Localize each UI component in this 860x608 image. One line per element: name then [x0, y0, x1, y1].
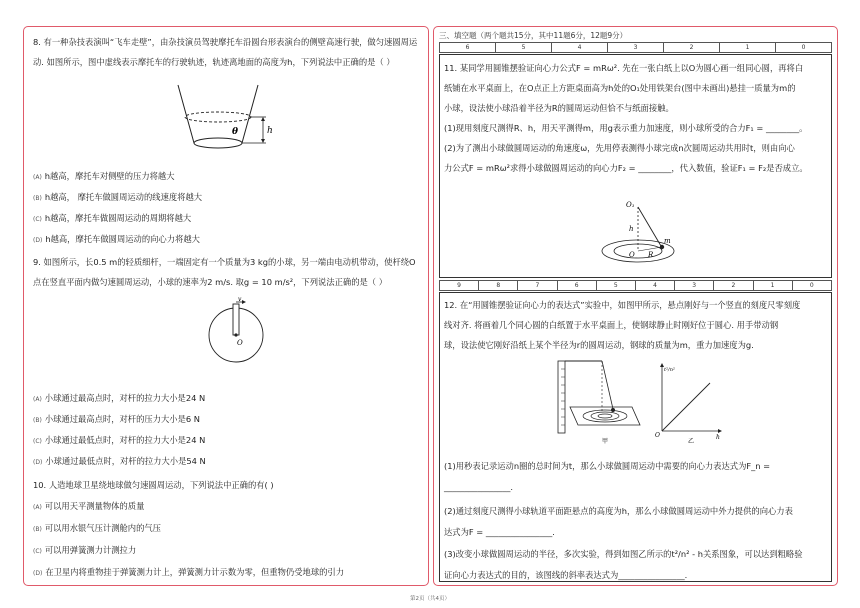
q12-jia-label: 甲 [602, 438, 609, 445]
q12-line-2: 线对齐. 将画着几个同心圆的白纸置于水平桌面上，使钢球静止时刚好位于圆心. 用手带动钢 [444, 320, 779, 330]
q12-part3-line-1: (3)改变小球做圆周运动的半径，多次实验，得到如图乙所示的t²/n² - h关系图象，可以达到粗略验 [444, 549, 803, 559]
score-cell[interactable]: 5 [496, 43, 552, 53]
q11-o-label: O [629, 251, 635, 259]
q9-stem: 9. 如图所示，长0.5 m的轻质细杆，一端固定有一个质量为3 kg的小球，另一端由电动机带动，使杆绕O点在竖直平面内做匀速圆周运动，小球的速率为2 m/s. 取g = 10 m/s²，下列说法正确的是（ ） [33, 257, 416, 287]
q9-rod [233, 304, 239, 335]
q11-answer-box [439, 54, 832, 278]
score-cell[interactable]: 0 [792, 281, 831, 291]
q8-cone-figure [170, 81, 278, 167]
q12-ruler [558, 361, 565, 433]
q11-r-label: R [648, 251, 654, 259]
score-cell[interactable]: 4 [552, 43, 608, 53]
score-cell[interactable]: 3 [675, 281, 714, 291]
score-cell[interactable]: 1 [753, 281, 792, 291]
q11-score-table [439, 42, 832, 53]
q10-stem: 10. 人造地球卫星绕地球做匀速圆周运动，下列说法中正确的有( ) [33, 480, 274, 490]
page-footer: 第2页（共4页） [410, 596, 450, 602]
q11-line-6: 力公式F = mRω²求得小球做圆周运动的向心力F₂ = ________，代入数值，验证F₁ = F₂是否成立。 [444, 163, 808, 173]
q8-stem: 8. 有一种杂技表演叫“飞车走壁”，由杂技演员驾驶摩托车沿圆台形表演台的侧壁高速行驶，做匀速圆周运动. 如图所示，图中虚线表示摩托车的行驶轨迹，轨迹离地面的高度为h，下列说法中正确的是（ ） [33, 37, 418, 67]
q8-option-a[interactable]: (A) h越高，摩托车对侧壁的压力将越大 [33, 171, 175, 181]
score-cell[interactable]: 8 [479, 281, 518, 291]
score-cell[interactable]: 4 [635, 281, 674, 291]
q12-circle-mid [591, 412, 619, 420]
q9-option-d[interactable]: (D) 小球通过最低点时，对杆的拉力大小是54 N [33, 456, 206, 466]
q11-line-1: 11. 某同学用圆锥摆验证向心力公式F = mRω². 先在一张白纸上以O为圆心画一组同心圆，再将白 [444, 63, 804, 73]
q10-option-d[interactable]: (D) 在卫星内将重物挂于弹簧测力计上，弹簧测力计示数为零，但重物仍受地球的引力 [33, 567, 345, 577]
cone-base [194, 138, 242, 148]
q9-option-b[interactable]: (B) 小球通过最高点时，对杆的压力大小是6 N [33, 414, 200, 424]
q11-line-3: 小球，设法使小球沿着半径为R的圆周运动但恰不与纸面接触。 [444, 103, 674, 113]
q12-line-3: 球，设法使它刚好沿纸上某个半径为r的圆周运动，钢球的质量为m，重力加速度为g. [444, 340, 754, 350]
q9-circle-figure [204, 297, 270, 365]
q12-origin-label: O [655, 432, 660, 439]
score-cell[interactable]: 5 [596, 281, 635, 291]
q11-line-5: (2)为了测出小球做圆周运动的角速度ω，先用停表测得小球完成n次圆周运动共用时t，则由向心 [444, 143, 795, 153]
q9-option-c[interactable]: (C) 小球通过最低点时，对杆的拉力大小是24 N [33, 435, 206, 445]
q10-option-c[interactable]: (C) 可以用弹簧测力计测拉力 [33, 545, 137, 555]
score-cell[interactable]: 7 [518, 281, 557, 291]
q12-line-1: 12. 在“用圆锥摆验证向心力的表达式”实验中，如图甲所示，悬点刚好与一个竖直的刻度尺零刻度 [444, 300, 801, 310]
score-cell[interactable]: 3 [608, 43, 664, 53]
score-cell[interactable]: 6 [557, 281, 596, 291]
q11-pendulum-figure [600, 201, 704, 267]
q12-string [602, 361, 613, 409]
q11-line-4: (1)现用刻度尺测得R、h，用天平测得m，用g表示重力加速度，则小球所受的合力F₁ = ________。 [444, 123, 808, 133]
q12-part3-line-2[interactable]: 证向心力表达式的目的，该图线的斜率表达式为________________. [444, 570, 688, 580]
score-cell[interactable]: 6 [440, 43, 496, 53]
q11-line-2: 纸铺在水平桌面上，在O点正上方距桌面高为h处的O₁处用铁架台(图中未画出)悬挂一质量为m的 [444, 83, 796, 93]
q12-jia-figure [550, 359, 646, 447]
score-cell[interactable]: 2 [714, 281, 753, 291]
q8-option-b[interactable]: (B) h越高， 摩托车做圆周运动的线速度将越大 [33, 192, 203, 202]
score-cell[interactable]: 0 [776, 43, 832, 53]
q9-v-label: v [238, 297, 242, 303]
q12-part1-line-1: (1)用秒表记录运动n圈的总时间为t，那么小球做圆周运动中需要的向心力表达式为F_n = [444, 461, 771, 471]
q11-m-label: m [664, 237, 671, 245]
q8-option-d[interactable]: (D) h越高，摩托车做圆周运动的向心力将越大 [33, 234, 200, 244]
section3-title: 三、填空题（两个题共15分，其中11题6分，12题9分） [439, 31, 628, 40]
q12-answer-box [439, 292, 832, 582]
q11-o1-label: O₁ [626, 201, 635, 209]
q12-x-axis-label: h [716, 434, 720, 441]
q12-part2-line-1: (2)通过刻度尺测得小球轨道平面距悬点的高度为h，那么小球做圆周运动中外力提供的向心力表 [444, 506, 793, 516]
q9-o-label: O [237, 339, 243, 347]
cone-right-wall [242, 85, 258, 143]
q12-part2-line-2[interactable]: 达式为F = ________________. [444, 527, 555, 537]
left-page-panel [23, 26, 429, 586]
q12-score-table [439, 280, 832, 291]
q12-yi-label: 乙 [688, 438, 695, 445]
q12-yi-graph [650, 359, 730, 447]
q12-graph-line [662, 383, 710, 431]
q8-option-c[interactable]: (C) h越高，摩托车做圆周运动的周期将越大 [33, 213, 192, 223]
q12-part1-line-2[interactable]: ________________. [444, 482, 514, 492]
right-page-panel [433, 26, 838, 586]
q10-option-b[interactable]: (B) 可以用水银气压计测舱内的气压 [33, 523, 161, 533]
score-cell[interactable]: 1 [720, 43, 776, 53]
q10-option-a[interactable]: (A) 可以用天平测量物体的质量 [33, 501, 145, 511]
q8-h-label: h [267, 126, 273, 136]
track-dashed [185, 112, 251, 122]
q12-circle-inner [598, 414, 612, 418]
score-cell[interactable]: 9 [440, 281, 479, 291]
q12-y-axis-label: t²/n² [664, 367, 675, 373]
q8-theta-label: θ [232, 127, 239, 137]
q9-option-a[interactable]: (A) 小球通过最高点时，对杆的拉力大小是24 N [33, 393, 206, 403]
score-cell[interactable]: 2 [664, 43, 720, 53]
q11-h-label: h [629, 225, 634, 233]
q9-pivot [234, 333, 237, 336]
